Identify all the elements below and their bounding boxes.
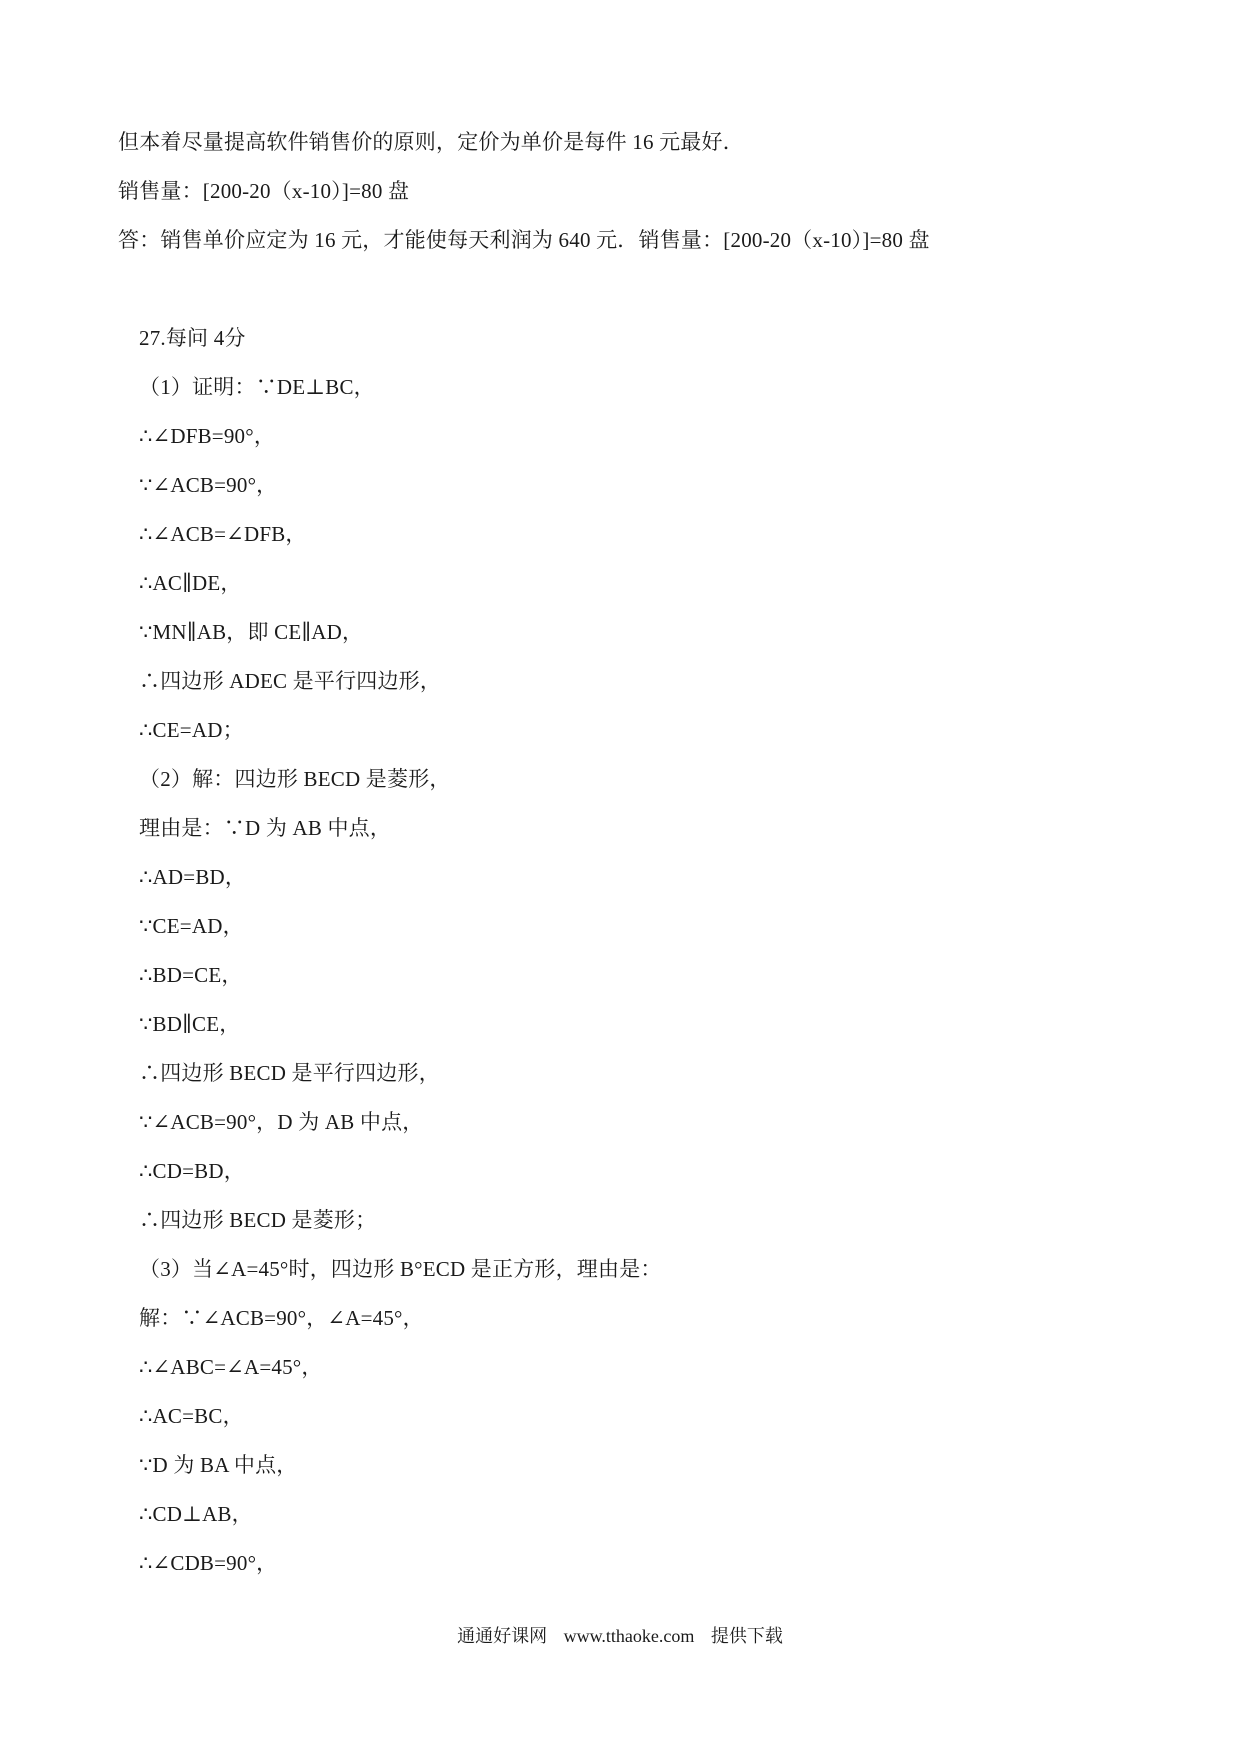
solution-line: ∵BD∥CE， [139,1012,241,1036]
footer-suffix: 提供下载 [710,1626,783,1646]
solution-line: ∴CD⊥AB， [139,1502,253,1526]
intro-line-1: 但本着尽量提高软件销售价的原则，定价为单价是每件 16 元最好． [118,130,744,154]
solution-line: ∵CE=AD， [139,914,244,938]
intro-line-3: 答：销售单价应定为 16 元，才能使每天利润为 640 元．销售量：[200-20（x-10）]=80 盘 [118,228,930,252]
solution-line: ∴CD=BD， [139,1159,245,1183]
solution-line: （2）解：四边形 BECD 是菱形， [139,767,451,791]
solution-line: ∴四边形 BECD 是平行四边形， [139,1061,440,1085]
solution-line: （3）当∠A=45°时，四边形 B°ECD 是正方形，理由是： [139,1257,662,1281]
solution-line: ∴CE=AD； [139,718,244,742]
footer-url-link[interactable]: www.tthaoke.com [563,1626,695,1646]
solution-line: ∴∠ABC=∠A=45°， [139,1355,323,1379]
solution-line: ∴BD=CE， [139,963,243,987]
solution-line: （1）证明：∵DE⊥BC， [139,375,375,399]
solution-line: ∵∠ACB=90°，D 为 AB 中点， [139,1110,424,1134]
page-footer [0,1624,1240,1648]
solution-line: 理由是：∵D 为 AB 中点， [139,816,392,840]
intro-line-2: 销售量：[200-20（x-10）]=80 盘 [118,179,410,203]
solution-line: ∵∠ACB=90°， [139,473,278,497]
question-27-heading: 27.每问 4分 [139,326,246,350]
solution-line: ∴四边形 BECD 是菱形； [139,1208,377,1232]
solution-line: ∵D 为 BA 中点， [139,1453,298,1477]
solution-line: 解：∵∠ACB=90°，∠A=45°， [139,1306,424,1330]
solution-line: ∴AC∥DE， [139,571,242,595]
solution-line: ∴∠ACB=∠DFB， [139,522,307,546]
footer-site-name: 通通好课网 [457,1626,548,1646]
solution-line: ∴四边形 ADEC 是平行四边形， [139,669,442,693]
solution-line: ∵MN∥AB，即 CE∥AD， [139,620,364,644]
solution-line: ∴AC=BC， [139,1404,244,1428]
solution-line: ∴∠DFB=90°， [139,424,276,448]
solution-line: ∴∠CDB=90°， [139,1551,278,1575]
solution-line: ∴AD=BD， [139,865,247,889]
